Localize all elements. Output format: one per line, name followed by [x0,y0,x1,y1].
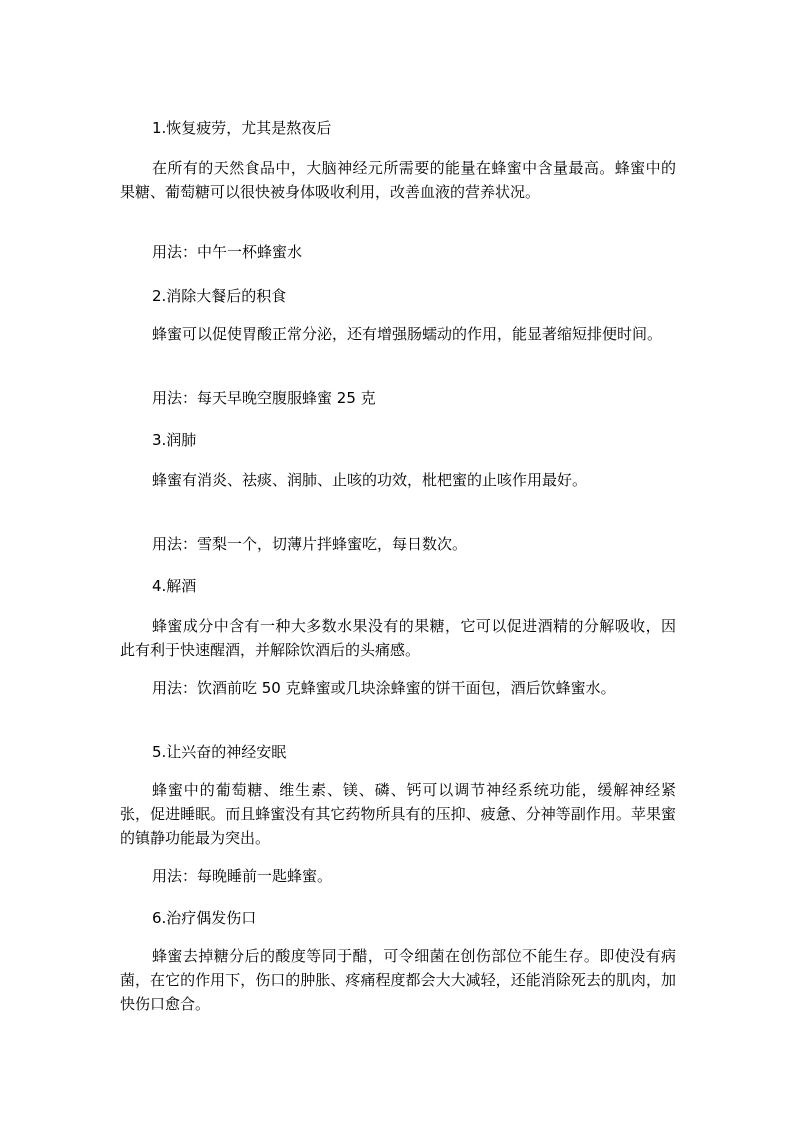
section-5-body: 蜂蜜中的葡萄糖、维生素、镁、磷、钙可以调节神经系统功能，缓解神经紧张，促进睡眠。而且蜂蜜没有其它药物所具有的压抑、疲惫、分神等副作用。苹果蜜的镇静功能最为突出。 [120,781,676,847]
section-2-body: 蜂蜜可以促使胃酸正常分泌，还有增强肠蠕动的作用，能显著缩短排便时间。 [152,325,663,343]
section-4-usage: 用法：饮酒前吃 50 克蜂蜜或几块涂蜂蜜的饼干面包，酒后饮蜂蜜水。 [152,679,616,697]
section-6-heading: 6.治疗偶发伤口 [152,909,257,927]
section-1-usage: 用法：中午一杯蜂蜜水 [152,243,303,261]
section-4-body: 蜂蜜成分中含有一种大多数水果没有的果糖，它可以促进酒精的分解吸收，因此有利于快速醒酒，并解除饮酒后的头痛感。 [120,617,676,659]
section-2-usage: 用法：每天早晚空腹服蜂蜜 25 克 [152,389,376,407]
section-5-heading: 5.让兴奋的神经安眠 [152,743,287,761]
section-6-body: 蜂蜜去掉糖分后的酸度等同于醋，可令细菌在创伤部位不能生存。即使没有病菌，在它的作用下，伤口的肿胀、疼痛程度都会大大减轻，还能消除死去的肌肉，加快伤口愈合。 [120,947,676,1013]
section-3-body: 蜂蜜有消炎、祛痰、润肺、止咳的功效，枇杷蜜的止咳作用最好。 [152,471,588,489]
section-2-heading: 2.消除大餐后的积食 [152,287,287,305]
section-1-body: 在所有的天然食品中，大脑神经元所需要的能量在蜂蜜中含量最高。蜂蜜中的果糖、葡萄糖可以很快被身体吸收利用，改善血液的营养状况。 [120,159,676,201]
section-4-heading: 4.解酒 [152,577,197,595]
section-1-heading: 1.恢复疲劳，尤其是熬夜后 [152,119,332,137]
section-3-usage: 用法：雪梨一个，切薄片拌蜂蜜吃，每日数次。 [152,535,468,553]
section-5-usage: 用法：每晚睡前一匙蜂蜜。 [152,867,333,885]
section-3-heading: 3.润肺 [152,431,197,449]
